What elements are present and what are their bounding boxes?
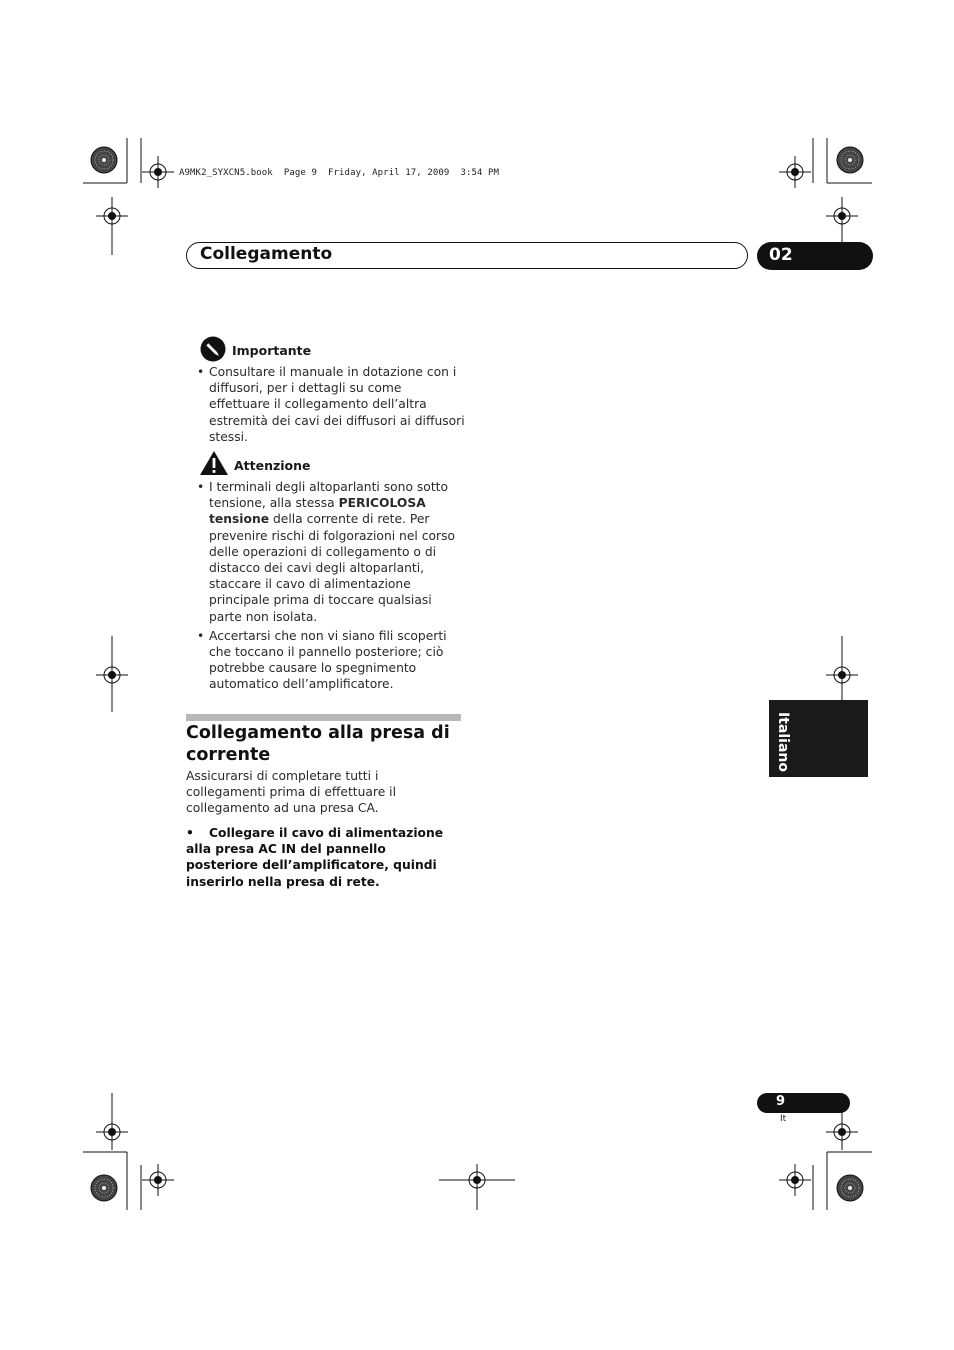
list-item: • Consultare il manuale in dotazione con i diffusori, per i dettagli su come effettuare il collegamento dell’altra estremità dei cavi dei diffusori ai diffusori stessi. (197, 364, 465, 445)
important-title: Importante (232, 343, 312, 358)
caution-text-after: della corrente di rete. Per prevenire rischi di folgorazioni nel corso delle operazioni di collegamento o di distacco dei cavi degli altoparlanti, staccare il cavo di alimentazione principale prima di toccare qualsiasi parte non isolata. (209, 512, 456, 624)
step-bullet: • (186, 826, 194, 840)
section-body: Assicurarsi di completare tutti i collegamenti prima di effettuare il collegamento ad una presa CA. (186, 769, 397, 816)
caution-text-bold: PERICOLOSA tensione (209, 496, 426, 527)
chapter-title: Collegamento (200, 244, 333, 264)
warning-triangle-icon (199, 450, 229, 476)
important-list (197, 364, 465, 445)
list-item: • Accertarsi che non vi siano fili scoperti che toccano il pannello posteriore; ciò potrebbe causare lo spegnimento automatico dell’amplificatore. (197, 628, 465, 693)
caution-list (197, 479, 465, 693)
language-label: Italiano (775, 712, 791, 772)
page-language-code: It (780, 1114, 787, 1124)
section-rule (186, 714, 461, 721)
page-number: 9 (776, 1094, 786, 1109)
print-slug: A9MK2_SYXCN5.book Page 9 Friday, April 17, 2009 3:54 PM (179, 168, 500, 178)
section-step (186, 825, 461, 890)
caution-text-before: I terminali degli altoparlanti sono sotto tensione, alla stessa (209, 480, 448, 511)
page-number-badge (757, 1093, 850, 1113)
caution-title: Attenzione (234, 458, 311, 473)
step-text: Collegare il cavo di alimentazione alla presa AC IN del pannello posteriore dell’amplificatore, quindi inserirlo nella presa di rete. (186, 826, 444, 889)
section-title: Collegamento alla presa di corrente (186, 723, 450, 765)
list-item (197, 479, 465, 625)
pen-note-icon (200, 336, 226, 362)
chapter-number: 02 (769, 245, 793, 265)
